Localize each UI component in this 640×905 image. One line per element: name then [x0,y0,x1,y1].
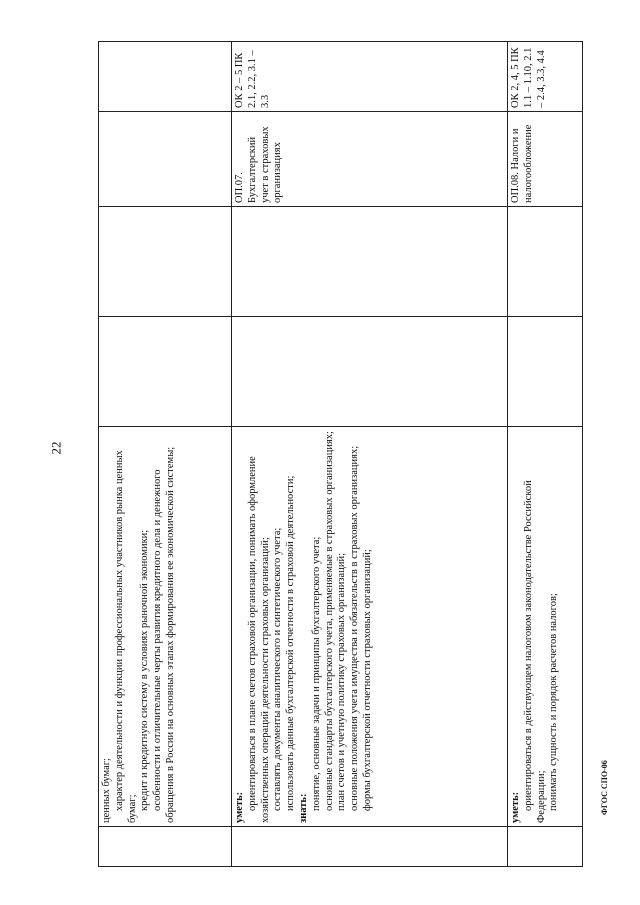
content-line: характер деятельности и функции профессиональных участников рынка ценных бумаг; [113,450,138,823]
content-line: понятие, основные задачи и принципы бухгалтерского учета; [310,536,322,811]
empty-cell [232,827,508,867]
table-row [232,42,508,867]
content-line: план счетов и учетную политику страховых организаций; [336,553,348,811]
content-line: формы бухгалтерской отчетности страховых организаций; [361,549,373,811]
content-cell [508,427,583,827]
competence-table [98,41,583,867]
content-line: ценных бумаг; [101,758,112,823]
content-line: кредит и кредитную систему в условиях рыночной экономики; [139,529,151,811]
content-line: основные положения учета имущества и обязательств в страховых организациях; [349,445,361,811]
znat-heading: знать: [297,793,309,823]
empty-cell [508,827,583,867]
table-row [99,42,232,867]
content-cell [99,427,232,827]
content-line: особенности и отличительные черты развития кредитного дела и денежного обращения в России на основных этапах формирования ее экономической системы; [152,446,176,823]
document-footer: ФГОС СПО-06 [600,760,609,815]
table-row [508,42,583,867]
discipline-cell [99,112,232,207]
empty-cell [99,207,232,317]
content-cell [232,427,508,827]
competence-cell: ОК 2, 4, 5 ПК 1.1 – 1.10, 2.1 – 2.4, 3.3, 4.4 [508,42,583,112]
discipline-cell: ОП.08. Налоги и налогообложение [508,112,583,207]
umet-heading: уметь: [234,791,245,823]
content-line: ориентироваться в действующем налоговом законодательстве Российской Федерации; [522,480,547,823]
rotated-table-wrapper [98,42,583,867]
discipline-cell: ОП.07. Бухгалтерский учет в страховых организациях [232,112,508,207]
content-line: основные стандарты бухгалтерского учета, применяемые в страховых организациях; [323,431,335,811]
empty-cell [508,207,583,317]
content-line: понимать сущность и порядок расчетов налогов; [548,593,560,811]
competence-cell: ОК 2 – 5 ПК 2.1, 2.2, 3.1 – 3.3 [232,42,508,112]
umet-heading: уметь: [510,791,521,823]
empty-cell [99,317,232,427]
empty-cell [508,317,583,427]
page-number: 22 [48,441,64,455]
empty-cell [99,827,232,867]
content-line: ориентироваться в плане счетов страховой организации, понимать оформление хозяйственных операций деятельности страховых организаций; [246,456,271,823]
empty-cell [232,317,508,427]
content-line: использовать данные бухгалтерской отчетности в страховой деятельности; [285,475,297,811]
competence-cell [99,42,232,112]
content-line: составлять документы аналитического и синтетического учета; [272,527,284,811]
empty-cell [232,207,508,317]
